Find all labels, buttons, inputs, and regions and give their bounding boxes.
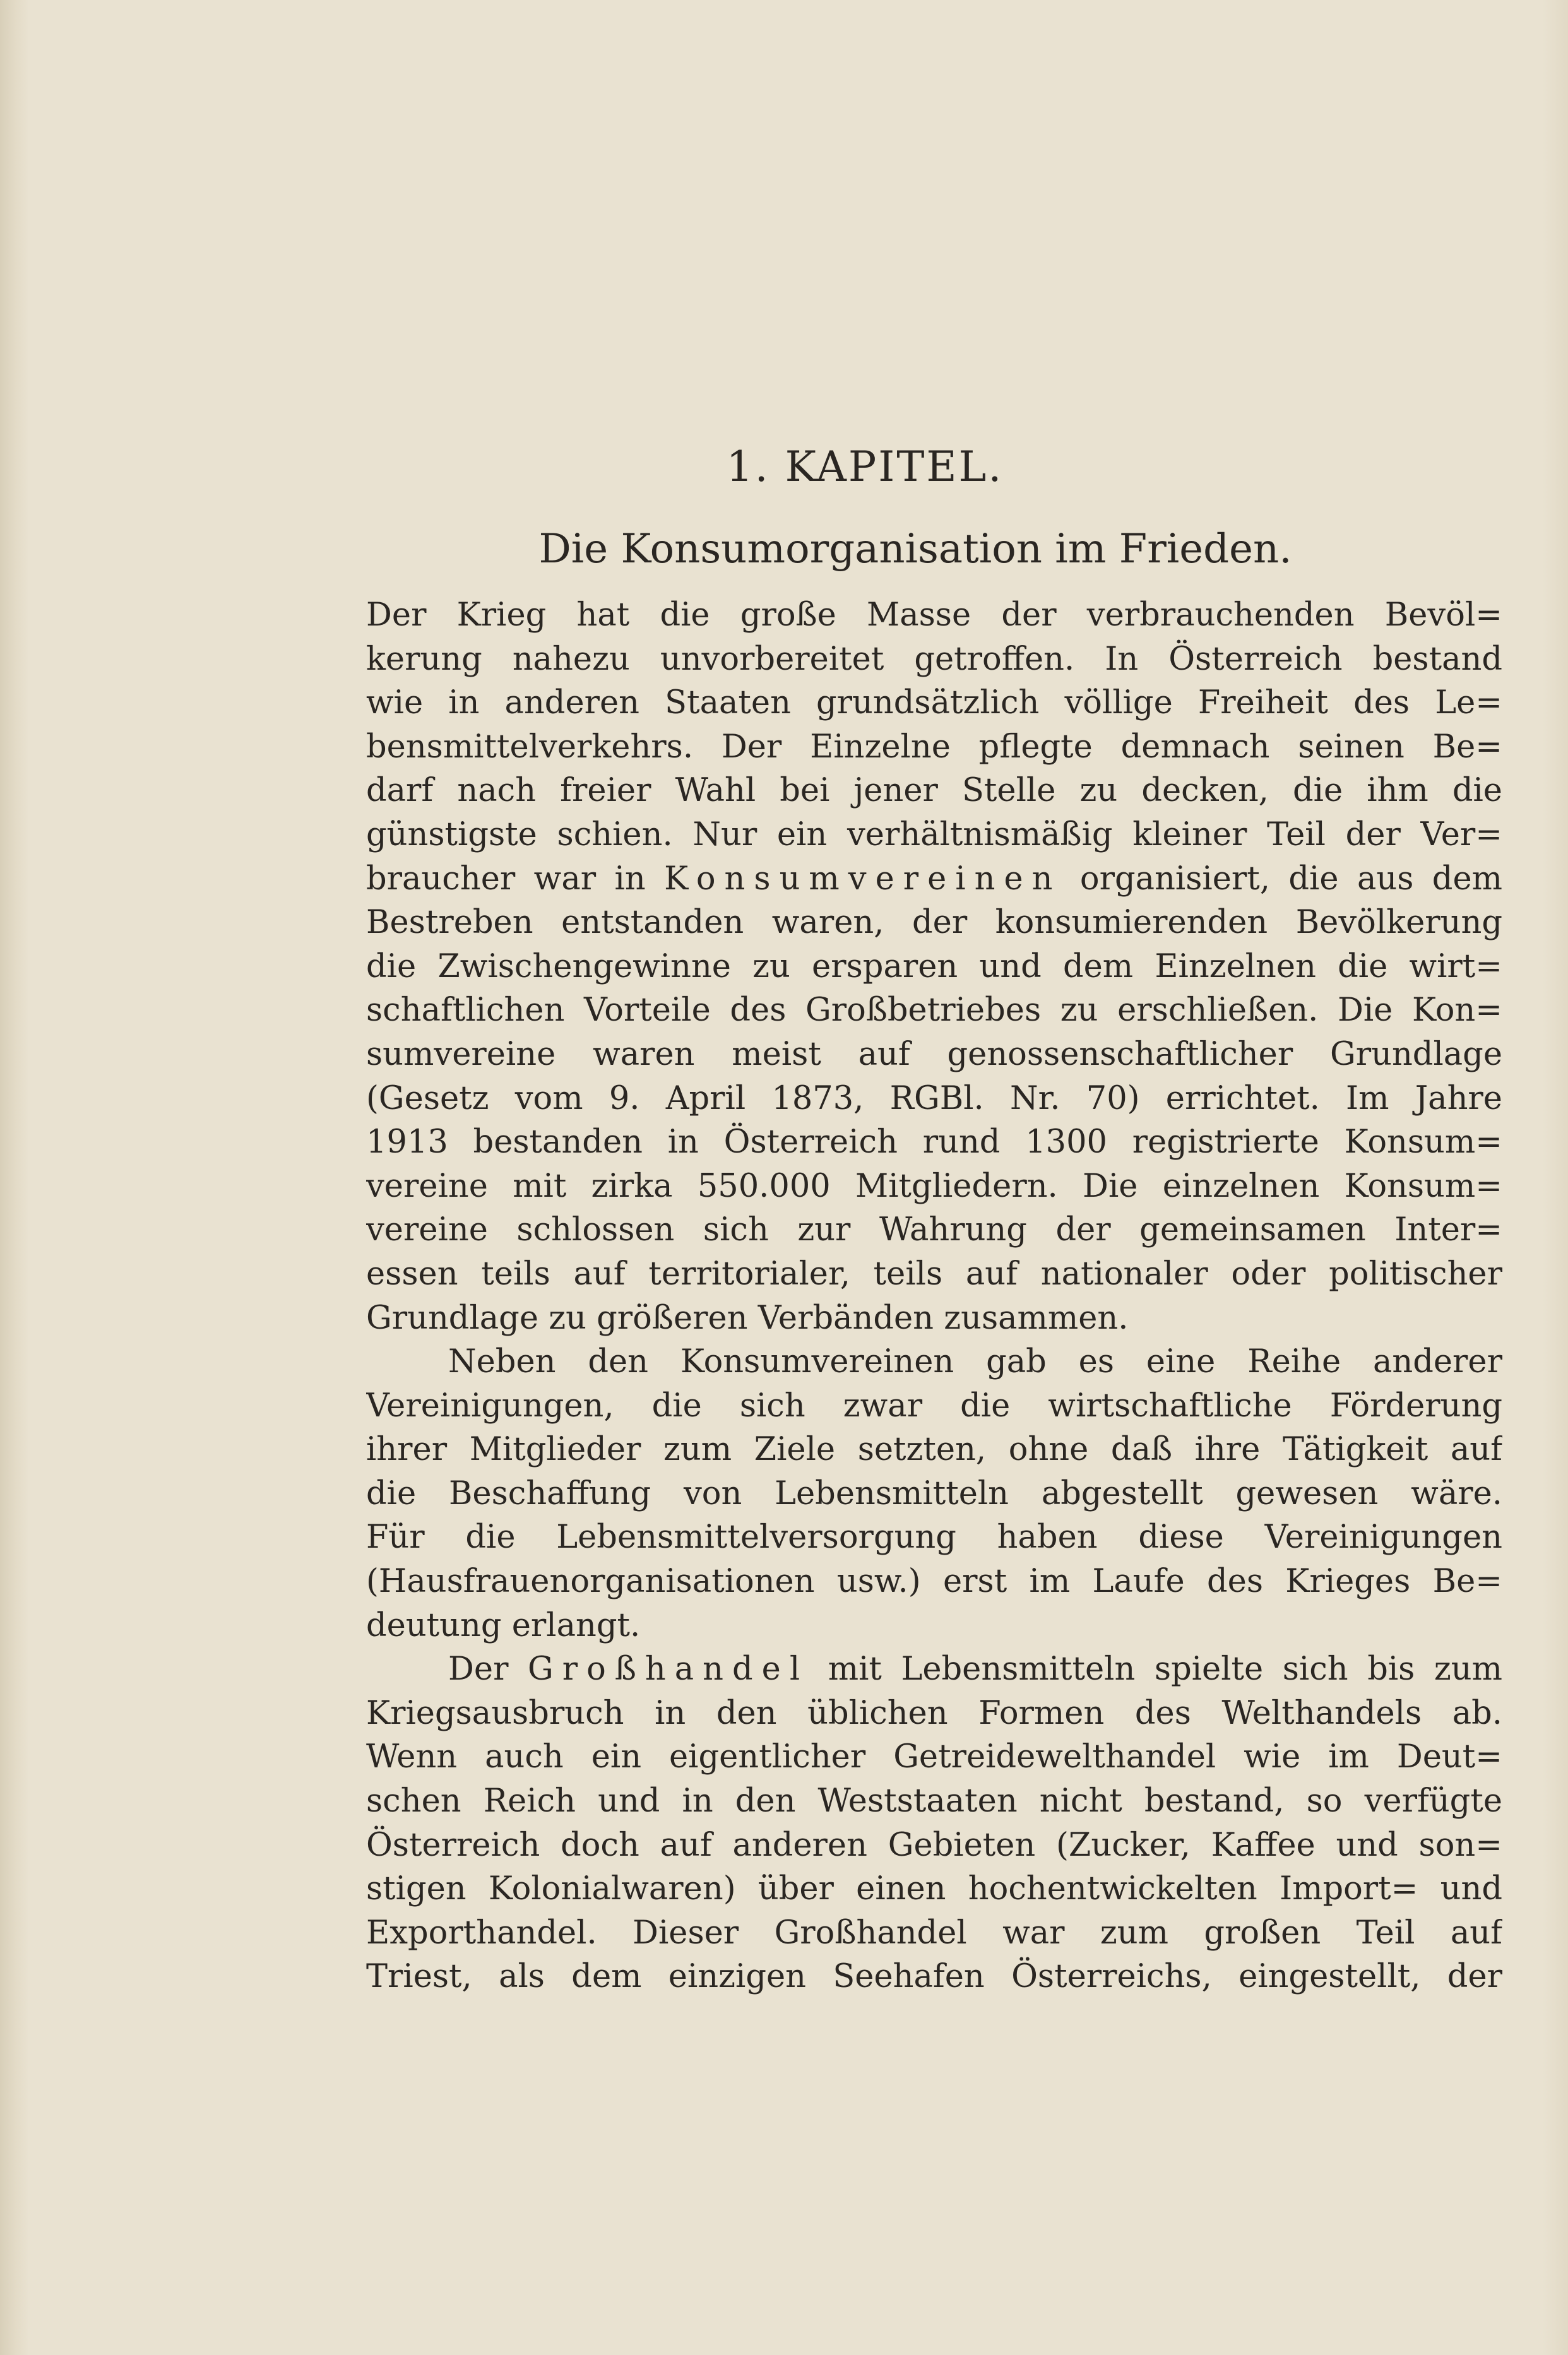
- text-line: Österreich doch auf anderen Gebieten (Zucker, Kaffee und son=: [366, 1826, 1502, 1864]
- text-line: die Zwischengewinne zu ersparen und dem Einzelnen die wirt=: [366, 947, 1502, 985]
- emphasis-spaced: Konsumvereinen: [664, 860, 1062, 898]
- text-line: 1913 bestanden in Österreich rund 1300 registrierte Konsum=: [366, 1124, 1502, 1161]
- text-line: Bestreben entstanden waren, der konsumierenden Bevölkerung: [366, 904, 1502, 942]
- chapter-heading: 1. KAPITEL.: [726, 442, 1004, 491]
- text-line: Vereinigungen, die sich zwar die wirtschaftliche Förderung: [366, 1387, 1502, 1425]
- text-line: vereine mit zirka 550.000 Mitgliedern. Die einzelnen Konsum=: [366, 1167, 1502, 1205]
- text-line: bensmittelverkehrs. Der Einzelne pflegte demnach seinen Be=: [366, 728, 1502, 766]
- text-line: (Gesetz vom 9. April 1873, RGBl. Nr. 70) errichtet. Im Jahre: [366, 1079, 1502, 1117]
- text-line: stigen Kolonialwaren) über einen hochentwickelten Import= und: [366, 1870, 1502, 1908]
- emphasis-spaced: Großhandel: [528, 1651, 809, 1688]
- text-line: Exporthandel. Dieser Großhandel war zum großen Teil auf: [366, 1914, 1502, 1952]
- text-line: deutung erlangt.: [366, 1606, 641, 1644]
- text-line: Für die Lebensmittelversorgung haben diese Vereinigungen: [366, 1519, 1502, 1557]
- text-line: schen Reich und in den Weststaaten nicht bestand, so verfügte: [366, 1783, 1502, 1820]
- text-line: Der Großhandel mit Lebensmitteln spielte sich bis zum: [448, 1651, 1502, 1688]
- text-line: darf nach freier Wahl bei jener Stelle zu decken, die ihm die: [366, 772, 1502, 810]
- text-line: vereine schlossen sich zur Wahrung der gemeinsamen Inter=: [366, 1211, 1502, 1249]
- text-line: (Hausfrauenorganisationen usw.) erst im Laufe des Krieges Be=: [366, 1563, 1502, 1601]
- body-text: [366, 593, 1502, 1999]
- text-line: Grundlage zu größeren Verbänden zusammen.: [366, 1299, 1129, 1337]
- text-line: die Beschaffung von Lebensmitteln abgestellt gewesen wäre.: [366, 1474, 1502, 1512]
- paragraph-konsumvereine: [366, 593, 1502, 1340]
- text-line: braucher war in Konsumvereinen organisiert, die aus dem: [366, 860, 1502, 898]
- paragraph-grosshandel: [366, 1647, 1502, 1999]
- text-line: schaftlichen Vorteile des Großbetriebes zu erschließen. Die Kon=: [366, 992, 1502, 1029]
- text-line: Der Krieg hat die große Masse der verbrauchenden Bevöl=: [366, 596, 1502, 634]
- chapter-title: Die Konsumorganisation im Frieden.: [538, 526, 1292, 572]
- text-line: wie in anderen Staaten grundsätzlich völlige Freiheit des Le=: [366, 684, 1502, 722]
- text-line: essen teils auf territorialer, teils auf nationaler oder politischer: [366, 1255, 1502, 1293]
- page-edge-left: [0, 0, 29, 2355]
- paragraph-vereinigungen: [366, 1340, 1502, 1647]
- page-shade-right: [1543, 0, 1568, 2355]
- text-line: Triest, als dem einzigen Seehafen Österreichs, eingestellt, der: [366, 1958, 1502, 1996]
- text-line: kerung nahezu unvorbereitet getroffen. In Österreich bestand: [366, 640, 1502, 678]
- text-line: Kriegsausbruch in den üblichen Formen des Welthandels ab.: [366, 1694, 1502, 1732]
- text-line: Wenn auch ein eigentlicher Getreidewelthandel wie im Deut=: [366, 1738, 1502, 1776]
- text-line: Neben den Konsumvereinen gab es eine Reihe anderer: [448, 1343, 1502, 1381]
- text-line: sumvereine waren meist auf genossenschaftlicher Grundlage: [366, 1035, 1502, 1073]
- text-line: ihrer Mitglieder zum Ziele setzten, ohne daß ihre Tätigkeit auf: [366, 1431, 1502, 1469]
- text-line: günstigste schien. Nur ein verhältnismäßig kleiner Teil der Ver=: [366, 816, 1502, 853]
